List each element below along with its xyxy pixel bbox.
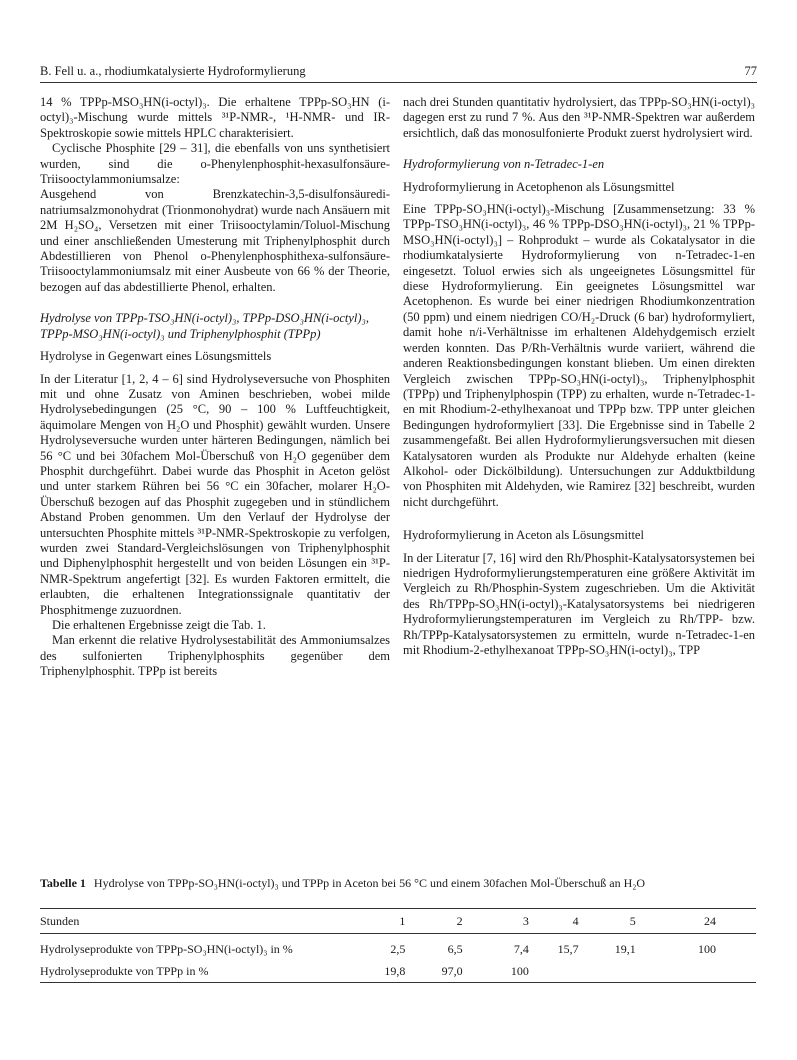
subsection-heading: Hydroformylierung in Acetophenon als Lösungsmittel xyxy=(403,179,675,194)
subsection-heading: Hydrolyse in Gegenwart eines Lösungsmittels xyxy=(40,349,272,364)
running-title: B. Fell u. a., rhodiumkatalysierte Hydroformylierung xyxy=(40,64,306,78)
table-header-cell: 2 xyxy=(405,909,462,934)
table-header-cell: 4 xyxy=(529,909,579,934)
table-cell: 19,8 xyxy=(353,960,406,983)
table-header-cell: 5 xyxy=(579,909,636,934)
running-header xyxy=(40,62,757,83)
paragraph: Die erhaltenen Ergebnisse zeigt die Tab. 1. xyxy=(52,618,266,632)
table-cell: 19,1 xyxy=(614,941,636,956)
table-cell: 6,5 xyxy=(447,941,463,956)
table-cell xyxy=(636,960,756,983)
table-caption-text: Hydrolyse von TPPp-SO₃HN(i-octyl)₃ und TPPp in Aceton bei 56 °C und einem 30fachen Mol-Überschuß an H₂O xyxy=(93,876,646,890)
table-header-cell: Stunden xyxy=(40,909,353,934)
table-header-cell: 24 xyxy=(636,909,756,934)
right-column xyxy=(403,95,755,658)
hydrolysis-table xyxy=(40,908,756,983)
table-cell xyxy=(529,960,579,983)
paragraph: 14 % TPPp-MSO₃HN(i-octyl)₃. Die erhaltene TPPp-SO₃HN (i-octyl)₃-Mischung wurde mittels ³¹P-NMR-, ¹H-NMR- und IR-Spektroskopie sowie mittels HPLC charakterisiert. xyxy=(40,95,390,140)
paragraph: Cyclische Phosphite [29 – 31], die ebenfalls von uns synthetisiert wurden, sind die o-Phenylenphosphit-hexasulfonsäure-Triisooctylammoniumsalze: xyxy=(40,141,390,187)
paragraph: In der Literatur [7, 16] wird den Rh/Phosphit-Katalysatorsystemen bei niedrigen Hydroformylierungstemperaturen eine größere Aktivität im Vergleich zu Rh/Phosphin-System zugeschrieben. Um die Aktivität des Rh/TPPp-SO₃HN(i-octyl)₃-Katalysatorsystems bei niedrigeren Hydroformylierungstemperaturen im Vergleich zu Rh/TPP- bzw. Rh/TPPp-Katalysatorsystemen zu ermitteln, wurde n-Tetradec-1-en mit Rhodium-2-ethylhexanoat TPPp-SO₃HN(i-octyl)₃, TPP xyxy=(403,550,755,657)
table-cell: 7,4 xyxy=(513,941,529,956)
table-header-cell: 1 xyxy=(353,909,406,934)
paragraph: nach drei Stunden quantitativ hydrolysiert, das TPPp-SO₃HN(i-octyl)₃ dagegen erst zu rund 7 %. Aus den ³¹P-NMR-Spektren war außerdem ersichtlich, daß das monosulfonierte Produkt zuerst hydrolysiert wird. xyxy=(403,95,755,140)
table-cell: 15,7 xyxy=(557,941,579,956)
table-label: Tabelle 1 xyxy=(40,876,86,890)
table-row xyxy=(40,960,756,983)
paragraph: Man erkennt die relative Hydrolysestabilität des Ammoniumsalzes des sulfonierten Triphenylphosphits gegenüber dem Triphenylphosphit. TPPp ist bereits xyxy=(40,633,390,679)
paragraph: Ausgehend von Brenzkatechin-3,5-disulfonsäuredi-natriumsalzmonohydrat (Trionmonohydrat) wurde nach Ansäuern mit 2M H₂SO₄, Versetzen mit einer Triisooctylamin/Toluol-Mischung und einer anschließenden Umesterung mit Triphenylphosphit durch Abdestillieren von Phenol o-Phenylenphosphithexa-sulfonsäure-Triisooctylammoniumsalz mit einer Ausbeute von 66 % der Theorie, bezogen auf das abdestillierte Phenol, erhalten. xyxy=(40,187,390,294)
paragraph: In der Literatur [1, 2, 4 – 6] sind Hydrolyseversuche von Phosphiten mit und ohne Zusatz von Aminen beschrieben, wobei milde Hydrolysebedingungen (25 °C, 90 – 100 % Luftfeuchtigkeit, äquimolare Mengen von H₂O und Phosphit) gewählt wurden. Unsere Hydrolyseversuche wurden unter härteren Bedingungen, nämlich bei 56 °C und bei 30fachem Mol-Überschuß von H₂O gegenüber dem Phosphit durchgeführt. Dabei wurde das Phosphit in Aceton gelöst und unter starkem Rühren bei 56 °C ein 30facher, molarer H₂O-Überschuß bezogen auf das Phosphit zugegeben und in stündlichem Abstand Proben genommen. Um den Verlauf der Hydrolyse der untersuchten Phosphite mittels ³¹P-NMR-Spektroskopie zu verfolgen, wurden zwei Standard-Vergleichslösungen von Triphenylphosphit und Diphenylphosphit hergestellt und von beiden Lösungen ein ³¹P-NMR-Spektrum angefertigt [32]. Es wurden Faktoren ermittelt, die erlaubten, die erhaltenen Integrationssignale quantitativ der Phosphitmenge zuzuordnen. xyxy=(40,371,390,617)
table-cell: 2,5 xyxy=(390,941,406,956)
table-cell: 100 xyxy=(463,960,529,983)
table-header-cell: 3 xyxy=(463,909,529,934)
paragraph: Eine TPPp-SO₃HN(i-octyl)₃-Mischung [Zusammensetzung: 33 % TPPp-TSO₃HN(i-octyl)₃, 46 % TPPp-DSO₃HN(i-octyl)₃, 21 % TPPp-MSO₃HN(i-octyl)₃] – Rohprodukt – wurde als Cokatalysator in die rhodiumkatalysierte Hydroformylierung von n-Tetradec-1-en eingesetzt. Toluol erwies sich als ungeeignetes Lösungsmittel für diese Hydroformylierung. Ein geeignetes Lösungsmittel war Acetophenon. Es wurde bei einer niedrigen Rhodiumkonzentration (50 ppm) und einem niedrigen CO/H₂-Druck (6 bar) hydroformyliert, damit hohe n/i-Verhältnisse im erhaltenen Aldehydgemisch erzielt werden konnten. Das P/Rh-Verhältnis wurde variiert, während die anderen Reaktionsbedingungen konstant blieben. Um einen direkten Vergleich zwischen TPPp-SO₃HN(i-octyl)₃, Triphenylphosphit (TPPp) und Triphenylphospin (TPP) zu erhalten, wurde n-Tetradec-1-en mit Rhodium-2-ethylhexanoat und TPPp bzw. TPP unter gleichen Bedingungen hydroformyliert [33]. Die Ergebnisse sind in Tabelle 2 zusammengefaßt. Bei allen Hydroformylierungsversuchen mit diesen Katalysatoren wurden als Produkte nur Aldehyde erhalten (keine Alkohol- oder Dickölbildung). Untersuchungen zur Adduktbildung von Phosphiten mit Aldehyden, wie Ramirez [32] beschreibt, wurden nicht durchgeführt. xyxy=(403,202,755,509)
table-cell: Hydrolyseprodukte von TPPp in % xyxy=(40,960,353,983)
table-cell xyxy=(579,960,636,983)
table-cell: 100 xyxy=(698,941,716,956)
table-row xyxy=(40,934,756,961)
subsection-heading: Hydroformylierung in Aceton als Lösungsmittel xyxy=(403,528,644,543)
page-number: 77 xyxy=(744,64,757,78)
table-caption xyxy=(40,876,756,891)
left-column xyxy=(40,95,390,680)
section-heading: Hydroformylierung von n-Tetradec-1-en xyxy=(403,157,605,172)
table-cell: 97,0 xyxy=(405,960,462,983)
table-cell: Hydrolyseprodukte von TPPp-SO₃HN(i-octyl)₃ in % xyxy=(40,941,293,956)
section-heading: Hydrolyse von TPPp-TSO₃HN(i-octyl)₃, TPPp-DSO₃HN(i-octyl)₃, TPPp-MSO₃HN(i-octyl)₃ und Triphenylphosphit (TPPp) xyxy=(40,311,370,341)
table-header-row xyxy=(40,909,756,934)
